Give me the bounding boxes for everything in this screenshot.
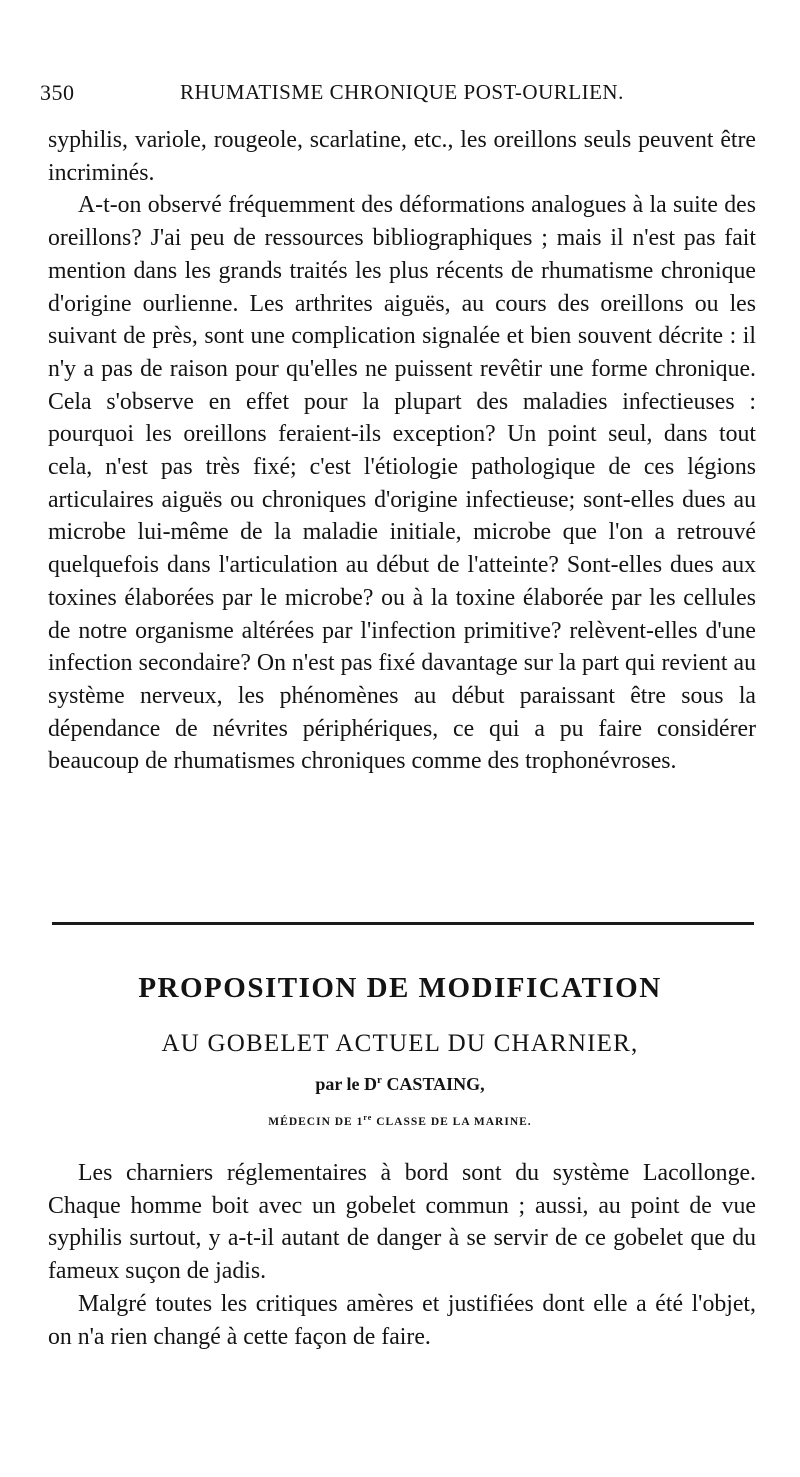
paragraph-continued: syphilis, variole, rougeole, scarlatine, etc., les oreillons seuls peuvent être incriminés. [48, 127, 756, 186]
author-role-suffix: CLASSE DE LA MARINE. [372, 1115, 532, 1128]
author-role [0, 1113, 800, 1128]
author-role-sup: re [363, 1113, 373, 1122]
article-title: PROPOSITION DE MODIFICATION [138, 972, 662, 1004]
page-number: 350 [40, 80, 75, 105]
author-prefix: par le D [315, 1074, 378, 1094]
article-subtitle: AU GOBELET ACTUEL DU CHARNIER, [161, 1030, 639, 1057]
author-name: CASTAING, [381, 1074, 485, 1094]
author-line [0, 1074, 800, 1095]
author-sup: r [377, 1074, 382, 1086]
paragraph-etiology: A-t-on observé fréquemment des déformations analogues à la suite des oreillons? J'ai peu de ressources bibliographiques ; mais il n'est pas fait mention dans les grands traités les plus récents de rhumatisme chronique d'origine ourlienne. Les arthrites aiguës, au cours des oreillons ou les suivant de près, sont une complication signalée et bien souvent décrite : il n'y a pas de raison pour qu'elles ne puissent revêtir une forme chronique. Cela s'observe en effet pour la plupart des maladies infectieuses : pourquoi les oreillons feraient-ils exception? Un point seul, dans tout cela, n'est pas très fixé; c'est l'étiologie pathologique de ces légions articulaires aiguës ou chroniques d'origine infectieuse; sont-elles dues au microbe lui-même de la maladie initiale, microbe que l'on a retrouvé quelquefois dans l'articulation au début de l'atteinte? Sont-elles dues aux toxines élaborées par le microbe? ou à la toxine élaborée par les cellules de notre organisme altérées par l'infection primitive? relèvent-elles d'une infection secondaire? On n'est pas fixé davantage sur la part qui revient au système nerveux, les phénomènes au début paraissant être sous la dépendance de névrites périphériques, ce qui a pu faire considérer beaucoup de rhumatismes chroniques comme des trophonévroses. [48, 192, 756, 775]
author-role-prefix: MÉDECIN DE 1 [268, 1115, 364, 1128]
section-divider [52, 922, 754, 925]
paragraph-critiques: Malgré toutes les critiques amères et justifiées dont elle a été l'objet, on n'a rien changé à cette façon de faire. [48, 1290, 756, 1350]
continued-text-block [48, 124, 756, 778]
paragraph-charniers: Les charniers réglementaires à bord sont du système Lacollonge. Chaque homme boit avec un gobelet commun ; aussi, au point de vue syphilis surtout, y a-t-il autant de danger à se servir de ce gobelet que du fameux suçon de jadis. [48, 1160, 756, 1285]
running-head [40, 80, 760, 110]
running-title: RHUMATISME CHRONIQUE POST-OURLIEN. [180, 80, 624, 104]
article-body [48, 1157, 756, 1353]
